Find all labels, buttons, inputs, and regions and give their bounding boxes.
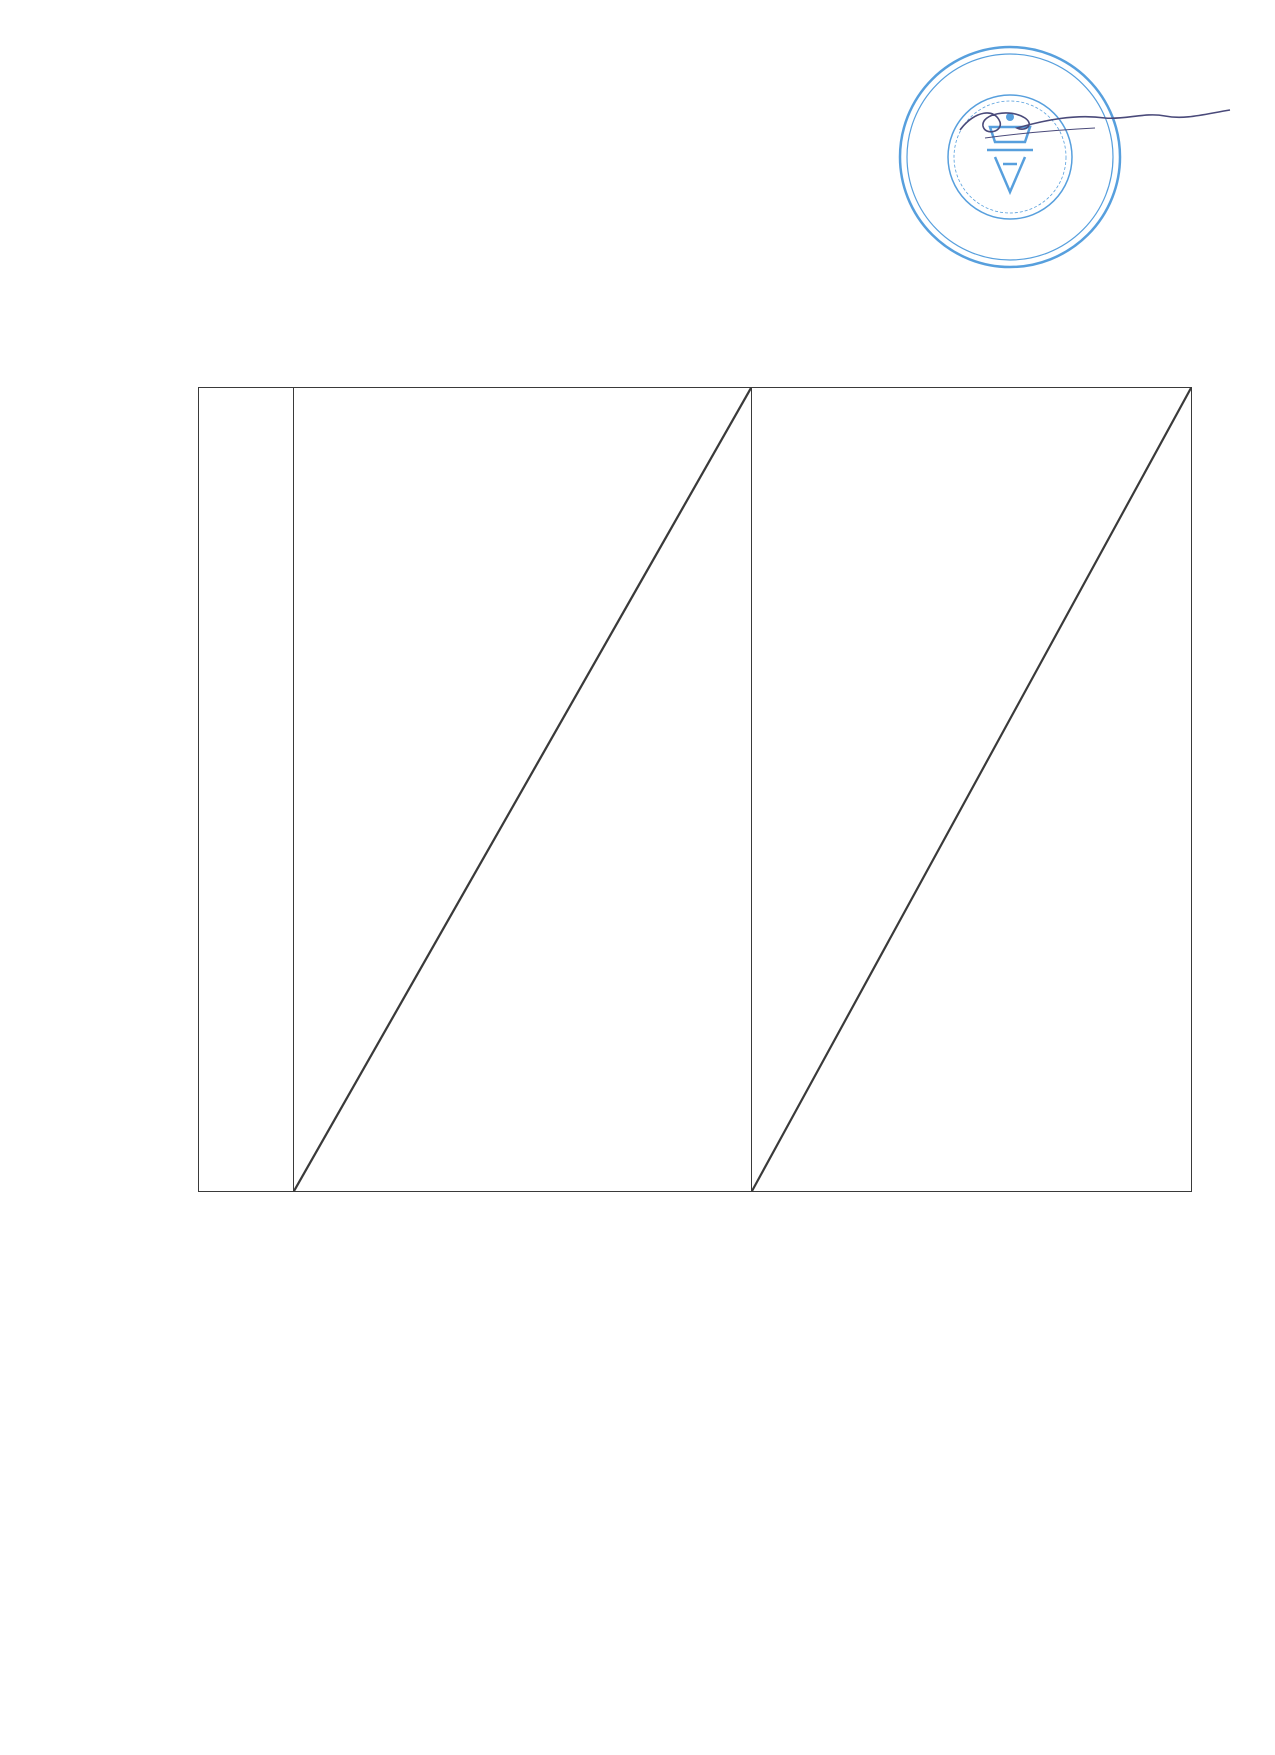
schedule-table bbox=[198, 387, 1192, 1192]
header-class-11 bbox=[752, 388, 1192, 1192]
header-day bbox=[199, 388, 294, 1192]
approval-block bbox=[800, 84, 804, 112]
header-class-10 bbox=[294, 388, 752, 1192]
school-stamp bbox=[895, 42, 1125, 272]
header-diagonal-10 bbox=[294, 388, 751, 1191]
header-diagonal-11 bbox=[752, 388, 1191, 1191]
director-signature bbox=[955, 100, 1235, 150]
table-header-row bbox=[199, 388, 1192, 1192]
